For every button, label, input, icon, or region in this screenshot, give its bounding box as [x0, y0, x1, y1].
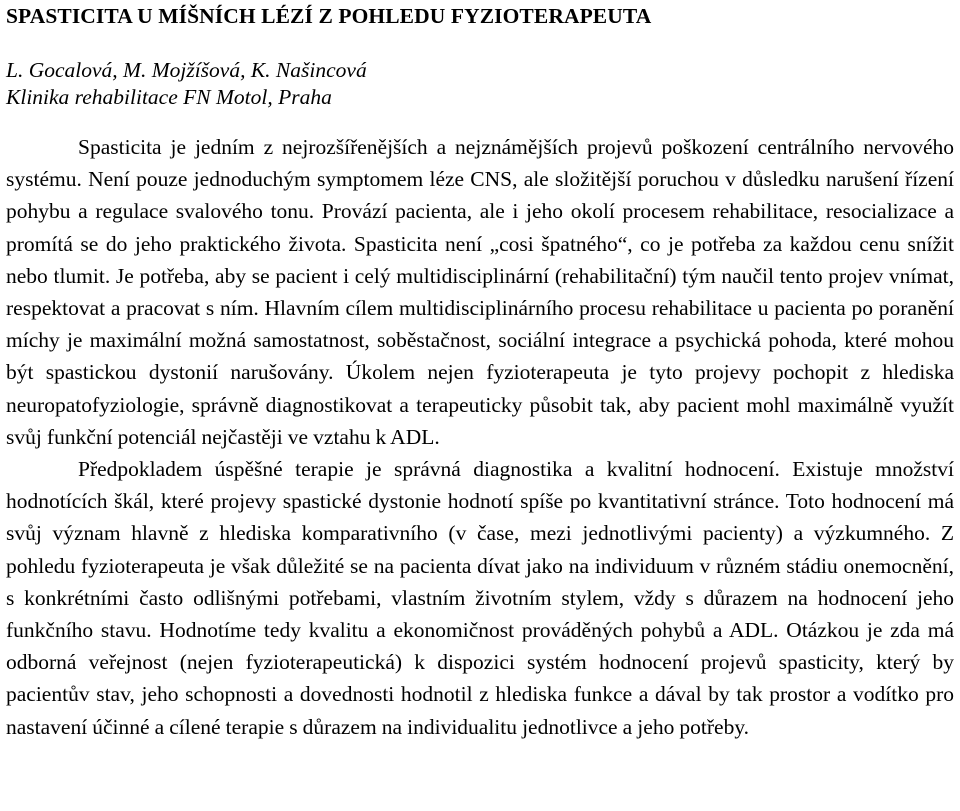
- body-paragraph-1: Spasticita je jedním z nejrozšířenějších a nejznámějších projevů poškození centrálního nervového systému. Není pouze jednoduchým symptomem léze CNS, ale složitější poruchou v důsledku narušení řízení pohybu a regulace svalového tonu. Provází pacienta, ale i jeho okolí procesem rehabilitace, resocializace a promítá se do jeho praktického života. Spasticita není „cosi špatného“, co je potřeba za každou cenu snížit nebo tlumit. Je potřeba, aby se pacient i celý multidisciplinární (rehabilitační) tým naučil tento projev vnímat, respektovat a pracovat s ním. Hlavním cílem multidisciplinárního procesu rehabilitace u pacienta po poranění míchy je maximální možná samostatnost, soběstačnost, sociální integrace a psychická pohoda, které mohou být spastickou dystonií narušovány. Úkolem nejen fyzioterapeuta je tyto projevy pochopit z hlediska neuropatofyziologie, správně diagnostikovat a terapeuticky působit tak, aby pacient mohl maximálně využít svůj funkční potenciál nejčastěji ve vztahu k ADL.: [6, 135, 954, 449]
- author-affiliation: Klinika rehabilitace FN Motol, Praha: [6, 85, 332, 109]
- document-title: SPASTICITA U MÍŠNÍCH LÉZÍ Z POHLEDU FYZIOTERAPEUTA: [6, 4, 652, 28]
- body-paragraph-2: Předpokladem úspěšné terapie je správná diagnostika a kvalitní hodnocení. Existuje množství hodnotících škál, které projevy spastické dystonie hodnotí spíše po kvantitativní stránce. Toto hodnocení má svůj význam hlavně z hlediska komparativního (v čase, mezi jednotlivými pacienty) a výzkumného. Z pohledu fyzioterapeuta je však důležité se na pacienta dívat jako na individuum v různém stádiu onemocnění, s konkrétními často odlišnými potřebami, vlastním životním stylem, vždy s důrazem na hodnocení jeho funkčního stavu. Hodnotíme tedy kvalitu a ekonomičnost prováděných pohybů a ADL. Otázkou je zda má odborná veřejnost (nejen fyzioterapeutická) k dispozici systém hodnocení projevů spasticity, který by pacientův stav, jeho schopnosti a dovednosti hodnotil z hlediska funkce a dával by tak prostor a vodítko pro nastavení účinné a cílené terapie s důrazem na individualitu jednotlivce a jeho potřeby.: [6, 457, 954, 739]
- author-list: L. Gocalová, M. Mojžíšová, K. Našincová: [6, 58, 367, 82]
